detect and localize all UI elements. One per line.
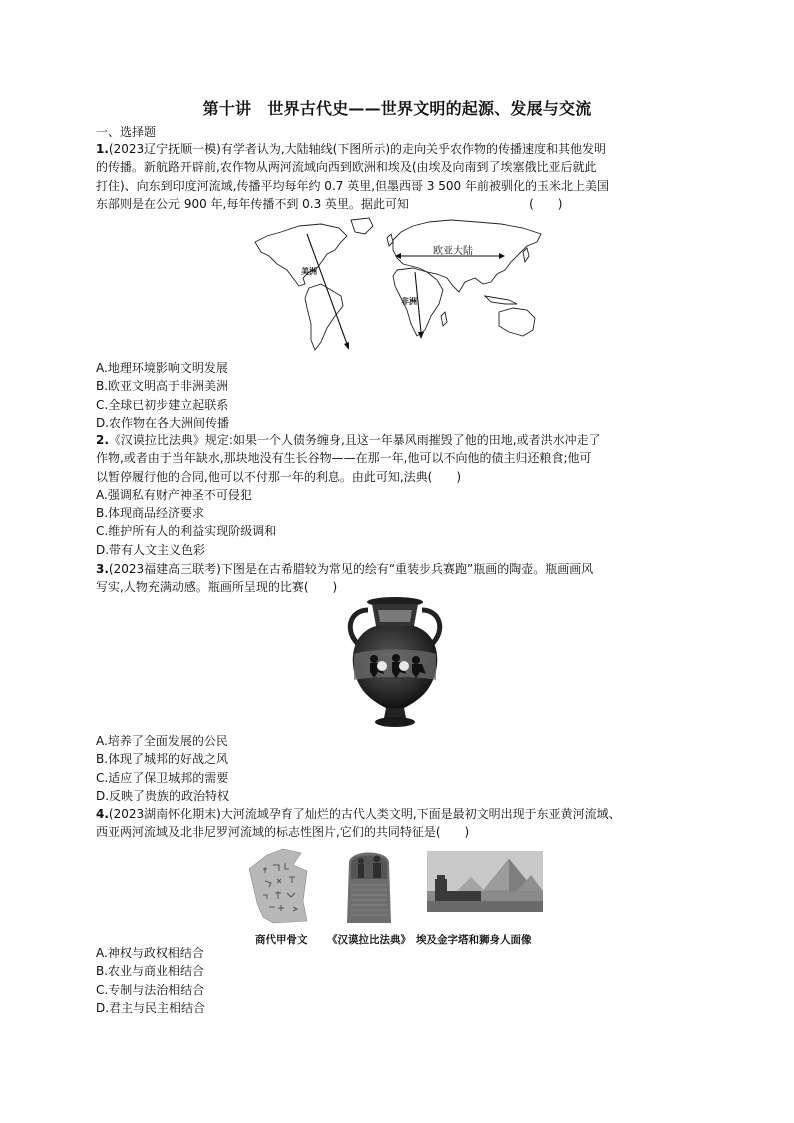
- question-2: [96, 431, 702, 559]
- question-4-option-c[interactable]: C.专制与法治相结合: [96, 982, 205, 997]
- question-1-option-c[interactable]: C.全球已初步建立起联系: [96, 397, 229, 412]
- question-3-line-1: 3.(2023福建高三联考)下图是在古希腊较为常见的绘有“重装步兵赛跑”瓶画的陶壶。瓶画画风: [96, 562, 594, 576]
- pyramids-sphinx-image: [427, 851, 543, 912]
- question-1-line-2: 的传播。新航路开辟前,农作物从两河流域向西到欧洲和埃及(由埃及向南到了埃塞俄比亚后就此: [96, 160, 597, 175]
- question-3-line-2: 写实,人物充满动感。瓶画所呈现的比赛( ): [96, 580, 338, 595]
- foreground: [427, 901, 543, 912]
- caption-hammurabi: 《汉谟拉比法典》: [327, 934, 411, 946]
- question-2-line-3: 以暂停履行他的合同,他可以不付那一年的利息。由此可知,法典( ): [96, 469, 461, 484]
- question-1-number: 1.: [96, 142, 109, 156]
- shield-2-icon: [399, 661, 409, 671]
- question-4-option-a[interactable]: A.神权与政权相结合: [96, 946, 204, 960]
- question-2-option-b[interactable]: B.体现商品经济要求: [96, 506, 205, 521]
- stele-relief-panel: [351, 856, 387, 880]
- question-1-line-1: 1.(2023辽宁抚顺一模)有学者认为,大陆轴线(下图所示)的走向关乎农作物的传播速度和其他发明: [96, 142, 607, 156]
- map-label-africa: 非洲: [401, 296, 417, 306]
- question-2-line-2: 作物,或者由于当年缺水,那块地没有生长谷物——在那一年,他可以不向他的债主归还粮食;他可: [96, 451, 592, 466]
- question-3: [96, 560, 702, 597]
- caption-oracle-bone: 商代甲骨文: [255, 934, 308, 946]
- question-1-option-d[interactable]: D.农作物在各大洲间传播: [96, 415, 230, 430]
- vase-foot: [375, 717, 415, 727]
- hammurabi-stele-image: [343, 845, 395, 925]
- question-4-option-b[interactable]: B.农业与商业相结合: [96, 964, 205, 979]
- question-1-option-a[interactable]: A.地理环境影响文明发展: [96, 361, 228, 375]
- question-2-option-c[interactable]: C.维护所有人的利益实现阶级调和: [96, 524, 277, 539]
- question-1-line-4: 东部则是在公元 900 年,每年传播不到 0.3 英里。据此可知 ( ): [96, 196, 563, 211]
- map-label-eurasia: 欧亚大陆: [433, 246, 473, 257]
- question-3-option-c[interactable]: C.适应了保卫城邦的需要: [96, 770, 229, 785]
- world-map-figure: [247, 212, 551, 358]
- question-3-option-d[interactable]: D.反映了贵族的政治特权: [96, 788, 230, 803]
- question-4-line-1: 4.(2023湖南怀化期末)大河流域孕育了灿烂的古代人类文明,下面是最初文明出现于东亚黄河流域、: [96, 807, 621, 821]
- question-3-number: 3.: [96, 562, 109, 576]
- caption-pyramids: 埃及金字塔和狮身人面像: [416, 934, 532, 946]
- question-1-option-b[interactable]: B.欧亚文明高于非洲美洲: [96, 379, 229, 394]
- question-4-line-2: 西亚两河流域及北非尼罗河流域的标志性图片,它们的共同特征是( ): [96, 825, 470, 840]
- question-4: [96, 805, 702, 842]
- question-2-option-d[interactable]: D.带有人文主义色彩: [96, 542, 206, 557]
- question-1-line-3: 打住)、向东到印度河流域,传播平均每年约 0.7 英里,但墨西哥 3 500 年前被驯化的玉米北上美国: [96, 178, 610, 193]
- question-3-option-b[interactable]: B.体现了城邦的好战之风: [96, 752, 229, 767]
- question-2-number: 2.: [96, 433, 109, 447]
- vase-stem: [384, 708, 406, 718]
- question-4-option-d[interactable]: D.君主与民主相结合: [96, 1000, 206, 1015]
- greek-amphora-figure: [340, 596, 450, 730]
- map-label-america: 美洲: [301, 266, 317, 276]
- question-1: [96, 140, 702, 213]
- question-4-number: 4.: [96, 807, 109, 821]
- page-title: 第十讲 世界古代史——世界文明的起源、发展与交流: [202, 99, 592, 118]
- question-2-line-1: 2.《汉谟拉比法典》规定:如果一个人债务缠身,且这一年暴风雨摧毁了他的田地,或者洪水冲走了: [96, 433, 601, 447]
- question-1-options: [96, 359, 702, 432]
- section-heading: 一、选择题: [96, 125, 157, 139]
- vase-neck-pattern: [378, 610, 412, 622]
- question-3-options: [96, 732, 702, 805]
- shield-1-icon: [377, 661, 387, 671]
- question-2-option-a[interactable]: A.强调私有财产神圣不可侵犯: [96, 487, 252, 502]
- question-3-option-a[interactable]: A.培养了全面发展的公民: [96, 734, 228, 748]
- oracle-bone-image: [243, 845, 317, 925]
- question-4-options: [96, 944, 702, 1017]
